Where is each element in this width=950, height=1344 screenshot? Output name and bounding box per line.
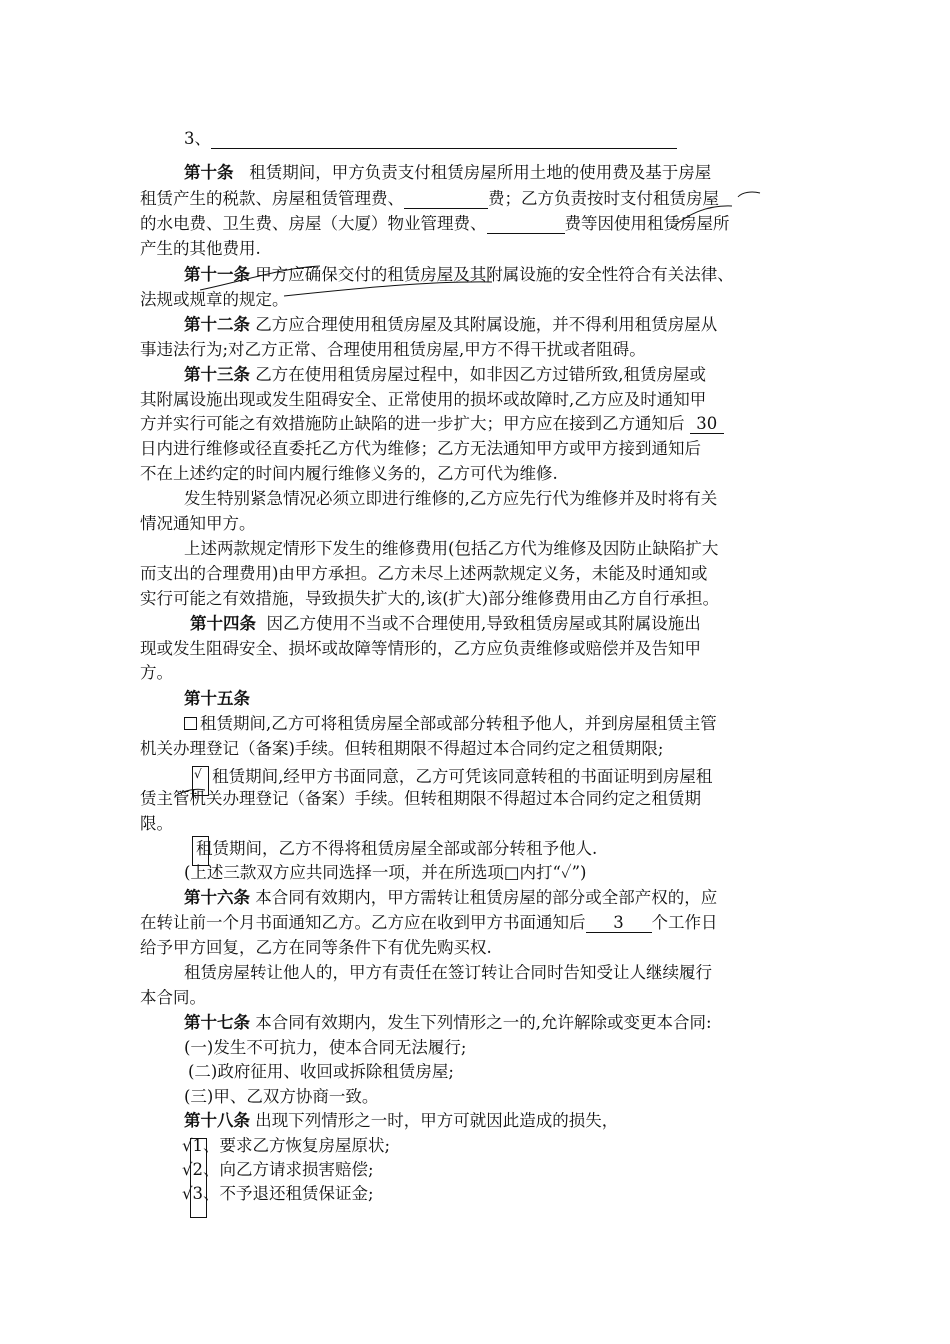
article-17-line-1: 第十七条 本合同有效期内，发生下列情形之一的,允许解除或变更本合同:: [184, 1013, 712, 1032]
article-10-line-2: 租赁产生的税款、房屋租赁管理费、 费；乙方负责按时支付租赁房屋: [140, 189, 719, 208]
article-13-para-3-line-3: 实行可能之有效措施，导致损失扩大的,该(扩大)部分维修费用由乙方自行承担。: [140, 589, 720, 608]
article-16-para-2-line-1: 租赁房屋转让他人的，甲方有责任在签订转让合同时告知受让人继续履行: [184, 963, 712, 982]
article-16-line-2: 在转让前一个月书面通知乙方。乙方应在收到甲方书面通知后 3 个工作日: [140, 913, 718, 932]
article-13-para-2-line-2: 情况通知甲方。: [140, 514, 256, 533]
article-13-line-4: 日内进行维修或径直委托乙方代为维修；乙方无法通知甲方或甲方接到通知后: [140, 439, 701, 458]
article-label: 第十二条: [184, 315, 250, 334]
article-15-option-1-line-1: 租赁期间,乙方可将租赁房屋全部或部分转租予他人，并到房屋租赁主管: [184, 713, 864, 735]
pen-stroke: [175, 789, 205, 796]
article-17-item-3: (三)甲、乙双方协商一致。: [184, 1087, 379, 1106]
article-17-item-1: (一)发生不可抗力，使本合同无法履行;: [184, 1038, 467, 1057]
article-12-line-1: 第十二条 乙方应合理使用租赁房屋及其附属设施，并不得利用租赁房屋从: [184, 315, 718, 334]
days-field: 30: [690, 415, 724, 434]
article-18-item-3: √3、不予退还租赁保证金;: [182, 1184, 374, 1203]
article-label: 第十七条: [184, 1013, 250, 1032]
article-10-line-3: 的水电费、卫生费、房屋（大厦）物业管理费、 费等因使用租赁房屋所: [140, 214, 730, 233]
article-label: 第十一条: [184, 265, 250, 284]
article-18-item-2: √2、向乙方请求损害赔偿;: [182, 1160, 374, 1179]
article-18-item-1: √1、要求乙方恢复房屋原状;: [182, 1136, 391, 1155]
article-13-para-3-line-1: 上述两款规定情形下发生的维修费用(包括乙方代为维修及因防止缺陷扩大: [184, 539, 719, 558]
pen-stroke: [738, 192, 760, 197]
article-16-line-3: 给予甲方回复，乙方在同等条件下有优先购买权.: [140, 938, 492, 957]
article-12-line-2: 事违法行为;对乙方正常、合理使用租赁房屋,甲方不得干扰或者阻碍。: [140, 340, 646, 359]
article-13-line-5: 不在上述约定的时间内履行维修义务的，乙方可代为维修.: [140, 464, 558, 483]
article-16-line-1: 第十六条 本合同有效期内，甲方需转让租赁房屋的部分或全部产权的，应: [184, 888, 718, 907]
article-15-note: (上述三款双方应共同选择一项，并在所选项□内打“✓”): [184, 863, 587, 882]
article-17-item-2: (二)政府征用、收回或拆除租赁房屋;: [188, 1062, 454, 1081]
article-11-line-1: 第十一条 甲方应确保交付的租赁房屋及其附属设施的安全性符合有关法律、: [184, 265, 734, 284]
article-15-option-3: 租赁期间，乙方不得将租赁房屋全部或部分转租予他人.: [196, 839, 598, 858]
article-11-line-2: 法规或规章的规定。: [140, 290, 289, 309]
article-18-line-1: 第十八条 出现下列情形之一时，甲方可就因此造成的损失，: [184, 1111, 619, 1130]
article-15-option-2-line-3: 限。: [140, 814, 173, 833]
pen-stroke: [672, 206, 732, 228]
article-16-para-2-line-2: 本合同。: [140, 988, 206, 1007]
item-number: 3、: [184, 129, 211, 148]
article-label: 第十六条: [184, 888, 250, 907]
pen-stroke: [284, 282, 492, 296]
article-label: 第十五条: [184, 689, 250, 708]
article-14-line-2: 现或发生阻碍安全、损坏或故障等情形的，乙方应负责维修或赔偿并及告知甲: [140, 639, 701, 658]
check-mark: √: [194, 767, 202, 781]
days-field: 3: [586, 914, 652, 933]
article-15-option-2-line-2: 赁主管机关办理登记（备案）手续。但转租期限不得超过本合同约定之租赁期: [140, 789, 701, 808]
article-15-option-2-line-1: √ 租赁期间,经甲方书面同意，乙方可凭该同意转租的书面证明到房屋租: [194, 767, 713, 786]
check-mark: √: [182, 1184, 193, 1203]
check-mark: √: [182, 1136, 193, 1155]
article-10-line-4: 产生的其他费用.: [140, 239, 261, 258]
article-13-line-2: 其附属设施出现或发生阻碍安全、正常使用的损坏或故障时,乙方应及时通知甲: [140, 390, 707, 409]
article-15-option-1-line-2: 机关办理登记（备案)手续。但转租期限不得超过本合同约定之租赁期限;: [140, 739, 664, 758]
article-13-para-2-line-1: 发生特别紧急情况必须立即进行维修的,乙方应先行代为维修并及时将有关: [184, 489, 718, 508]
article-label: 第十条: [184, 163, 234, 182]
article-text: 租赁期间，甲方负责支付租赁房屋所用土地的使用费及基于房屋: [249, 163, 712, 182]
article-14-line-1: 第十四条 因乙方使用不当或不合理使用,导致租赁房屋或其附属设施出: [190, 614, 701, 633]
check-mark: √: [182, 1160, 193, 1179]
article-13-para-3-line-2: 而支出的合理费用)由甲方承担。乙方未尽上述两款规定义务，未能及时通知或: [140, 564, 708, 583]
article-label: 第十四条: [190, 614, 256, 633]
article-label: 第十三条: [184, 365, 250, 384]
article-14-line-3: 方。: [140, 663, 173, 682]
article-label: 第十八条: [184, 1111, 250, 1130]
pen-stroke: [200, 266, 320, 290]
article-13-line-3: 方并实行可能之有效措施防止缺陷的进一步扩大；甲方应在接到乙方通知后 30: [140, 413, 820, 435]
article-13-line-1: 第十三条 乙方在使用租赁房屋过程中，如非因乙方过错所致,租赁房屋或: [184, 365, 706, 384]
